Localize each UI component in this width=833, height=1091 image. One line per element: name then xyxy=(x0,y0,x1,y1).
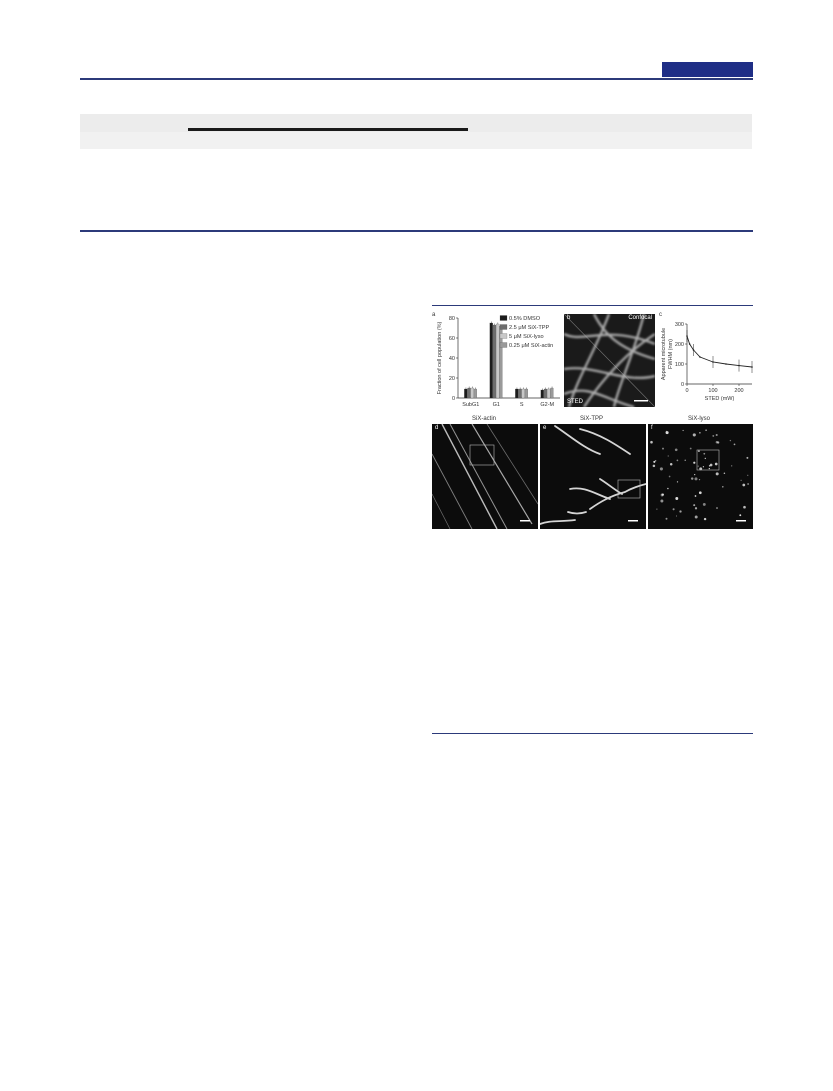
lysosome-dot xyxy=(730,440,731,441)
lysosome-dot xyxy=(653,465,656,468)
section-rule xyxy=(80,230,753,232)
lysosome-dot xyxy=(695,516,698,519)
lysosome-dot xyxy=(679,510,681,512)
header-accent-box xyxy=(662,62,753,77)
bar xyxy=(541,390,544,398)
x-tick-label: SubG1 xyxy=(462,402,480,408)
lysosome-dot xyxy=(741,480,742,481)
bar xyxy=(464,389,467,398)
lysosome-dot xyxy=(705,458,706,459)
panel-b-image xyxy=(564,314,655,407)
x-axis-label: STED (mW) xyxy=(704,396,735,402)
y-tick-label: 40 xyxy=(448,356,455,362)
panel-c-label: c xyxy=(659,312,662,318)
lysosome-dot xyxy=(673,508,675,510)
panel-d-image xyxy=(432,424,538,529)
lysosome-dot xyxy=(655,460,657,462)
lysosome-dot xyxy=(667,488,669,490)
lysosome-dot xyxy=(693,433,696,436)
lysosome-dot xyxy=(699,479,700,480)
panel-f-image xyxy=(648,424,753,529)
y-tick-label: 0 xyxy=(451,396,455,402)
panel-d-label: d xyxy=(435,425,439,431)
bar xyxy=(544,389,547,398)
lysosome-dot xyxy=(747,475,748,476)
legend-label: 5 μM SiX-lyso xyxy=(509,334,544,340)
lysosome-dot xyxy=(661,494,664,497)
lysosome-dot xyxy=(717,441,719,443)
lysosome-dot xyxy=(698,450,700,452)
lysosome-dot xyxy=(660,500,663,503)
panel-b-label: b xyxy=(567,315,571,321)
lysosome-dot xyxy=(703,503,706,506)
data-point xyxy=(693,349,695,351)
legend-swatch xyxy=(500,316,507,321)
data-point xyxy=(751,366,753,368)
x-tick-label: 100 xyxy=(708,388,718,394)
y-tick-label: 60 xyxy=(448,336,455,342)
lysosome-dot xyxy=(691,477,693,479)
y-tick-label: 200 xyxy=(674,342,684,348)
confocal-label: Confocal xyxy=(628,315,652,321)
bar xyxy=(525,389,528,398)
lysosome-dot xyxy=(675,448,678,451)
bar xyxy=(522,389,525,398)
lysosome-dot xyxy=(695,507,697,509)
lysosome-dot xyxy=(716,434,718,436)
data-point xyxy=(699,356,701,358)
lysosome-dot xyxy=(705,429,707,431)
figure-bottom-rule xyxy=(432,733,753,734)
lysosome-dot xyxy=(694,474,695,475)
lysosome-dot xyxy=(650,441,653,444)
legend-label: 0.25 μM SiX-actin xyxy=(509,343,554,349)
bar xyxy=(468,388,471,398)
y-tick-label: 20 xyxy=(448,376,455,382)
lysosome-dot xyxy=(734,444,736,446)
fwhm-line-chart xyxy=(657,310,753,422)
lysosome-dot xyxy=(698,466,699,467)
lysosome-dot xyxy=(677,460,679,462)
lysosome-dot xyxy=(662,448,664,450)
panel-a xyxy=(432,310,562,420)
panel-d-title: SiX-actin xyxy=(472,416,497,422)
table-row-band xyxy=(80,132,752,149)
panel-c xyxy=(657,310,753,422)
lysosome-dot xyxy=(669,476,671,478)
panel-e-label: e xyxy=(543,425,547,431)
legend-label: 2.5 μM SiX-TPP xyxy=(509,325,550,331)
lysosome-dot xyxy=(693,462,695,464)
x-tick-label: 200 xyxy=(734,388,744,394)
panel-e-title: SiX-TPP xyxy=(580,416,604,422)
y-axis-label: Apparent microtubule xyxy=(661,327,667,381)
lysosome-dot xyxy=(660,467,663,470)
lysosome-dot xyxy=(695,495,697,497)
table-rule xyxy=(188,128,468,131)
legend-swatch xyxy=(500,343,507,348)
microtubule-image xyxy=(564,314,655,407)
lysosome-dot xyxy=(703,453,705,455)
lysosome-dot xyxy=(712,435,714,437)
panel-f-title: SiX-lyso xyxy=(688,416,711,422)
lysosome-dot xyxy=(722,486,724,488)
lysosome-dot xyxy=(716,507,718,509)
lysosome-dot xyxy=(746,457,748,459)
cell-cycle-bar-chart xyxy=(432,310,562,420)
header-rule xyxy=(80,78,753,80)
bar xyxy=(496,324,499,398)
lysosome-dot xyxy=(699,432,701,434)
lysosome-dot xyxy=(653,461,655,463)
lysosome-dot xyxy=(699,491,702,494)
lysosome-dot xyxy=(685,460,686,461)
y-tick-label: 0 xyxy=(680,382,684,388)
lysosome-dot xyxy=(724,473,726,475)
x-tick-label: G2-M xyxy=(540,402,555,408)
lysosome-dot xyxy=(704,518,706,520)
lysosome-dot xyxy=(690,448,692,450)
lysosome-dot xyxy=(666,518,668,520)
bar xyxy=(490,323,493,398)
lysosome-dot xyxy=(743,506,746,509)
figure-top-rule xyxy=(432,305,753,306)
lysosome-dot xyxy=(677,481,678,482)
data-point xyxy=(689,343,691,345)
bar xyxy=(519,389,522,398)
lysosome-dot xyxy=(742,484,745,487)
mitochondria-image xyxy=(540,424,646,529)
bar xyxy=(550,388,553,398)
x-tick-label: S xyxy=(519,402,524,408)
lysosome-dot xyxy=(709,468,710,469)
actin-image xyxy=(432,424,538,529)
lysosome-dot xyxy=(715,463,718,466)
lysosome-dot xyxy=(668,455,669,456)
x-tick-label: 0 xyxy=(685,388,689,394)
lysosome-dot xyxy=(670,463,673,466)
sted-label: STED xyxy=(567,399,584,405)
lysosome-dot xyxy=(675,497,678,500)
x-tick-label: G1 xyxy=(492,402,500,408)
data-point xyxy=(712,361,714,363)
lysosome-dot xyxy=(747,483,749,485)
data-point xyxy=(738,365,740,367)
lysosome-dot xyxy=(716,472,719,475)
lysosome-dot xyxy=(666,431,669,434)
y-tick-label: 300 xyxy=(674,322,684,328)
lysosome-dot xyxy=(656,509,657,510)
lysosome-dot xyxy=(695,477,698,480)
bar xyxy=(474,389,477,398)
lysosome-dot xyxy=(739,514,741,516)
lysosome-dot xyxy=(683,430,684,431)
lysosome-dot xyxy=(676,515,677,516)
lysosome-dot xyxy=(731,465,732,466)
fit-line xyxy=(687,336,752,367)
bar xyxy=(515,389,518,398)
bar xyxy=(547,389,550,398)
data-point xyxy=(686,335,688,337)
panel-f-label: f xyxy=(651,425,653,431)
lysosome-image xyxy=(648,424,753,529)
data-point xyxy=(725,363,727,365)
y-tick-label: 80 xyxy=(448,316,455,322)
panel-e-image xyxy=(540,424,646,529)
bar xyxy=(471,388,474,398)
legend-swatch xyxy=(500,325,507,330)
legend-label: 0.5% DMSO xyxy=(509,316,541,322)
panel-a-label: a xyxy=(432,312,436,318)
lysosome-dot xyxy=(703,466,704,467)
y-tick-label: 100 xyxy=(674,362,684,368)
y-axis-label: Fraction of cell population (%) xyxy=(437,321,443,395)
y-axis-label: FWHM (nm) xyxy=(668,339,674,369)
legend-swatch xyxy=(500,334,507,339)
lysosome-dot xyxy=(709,465,711,467)
bar xyxy=(493,325,496,398)
lysosome-dot xyxy=(693,504,695,506)
